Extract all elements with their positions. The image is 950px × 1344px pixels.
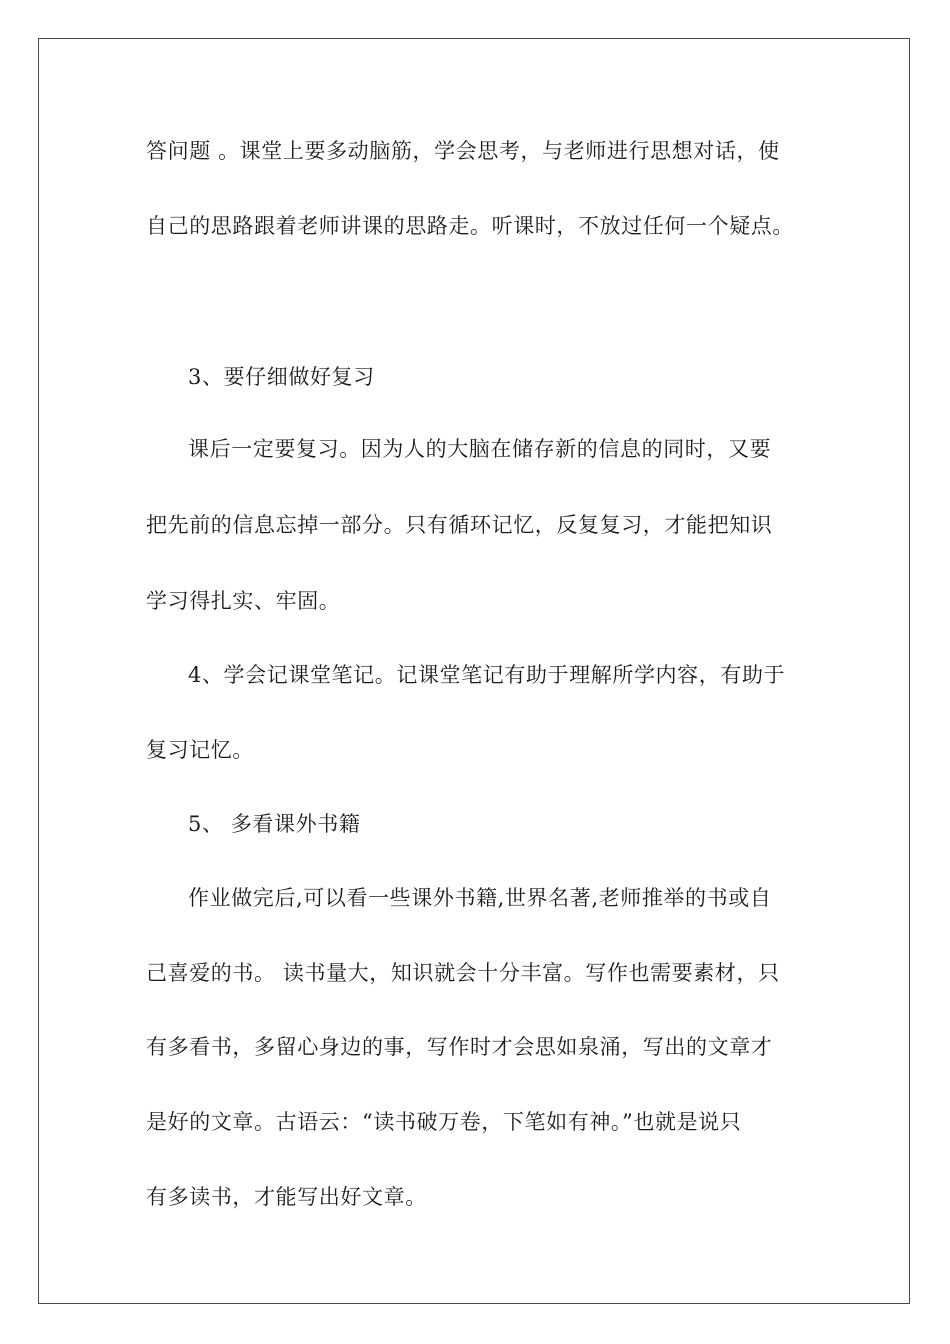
section-heading: 4、学会记课堂笔记。记课堂笔记有助于理解所学内容，有助于 bbox=[188, 663, 786, 687]
paragraph-line: 是好的文章。古语云：“读书破万卷，下笔如有神。”也就是说只 bbox=[146, 1110, 742, 1134]
paragraph-line: 己喜爱的书。 读书量大，知识就会十分丰富。写作也需要素材，只 bbox=[146, 961, 780, 985]
section-heading: 5、 多看课外书籍 bbox=[188, 812, 361, 836]
paragraph-line: 答问题 。课堂上要多动脑筋，学会思考，与老师进行思想对话，使 bbox=[146, 139, 780, 163]
paragraph-line: 自己的思路跟着老师讲课的思路走。听课时，不放过任何一个疑点。 bbox=[146, 214, 794, 238]
section-heading: 3、要仔细做好复习 bbox=[188, 365, 375, 389]
paragraph-line: 有多读书，才能写出好文章。 bbox=[146, 1185, 427, 1209]
paragraph-line: 学习得扎实、牢固。 bbox=[146, 589, 341, 613]
paragraph-line: 有多看书，多留心身边的事，写作时才会思如泉涌，写出的文章才 bbox=[146, 1035, 773, 1059]
paragraph-line: 作业做完后,可以看一些课外书籍,世界名著,老师推举的书或自 bbox=[188, 886, 772, 910]
paragraph-line: 把先前的信息忘掉一部分。只有循环记忆，反复复习，才能把知识 bbox=[146, 513, 773, 537]
paragraph-line: 复习记忆。 bbox=[146, 738, 254, 762]
paragraph-line: 课后一定要复习。因为人的大脑在储存新的信息的同时，又要 bbox=[188, 437, 772, 461]
